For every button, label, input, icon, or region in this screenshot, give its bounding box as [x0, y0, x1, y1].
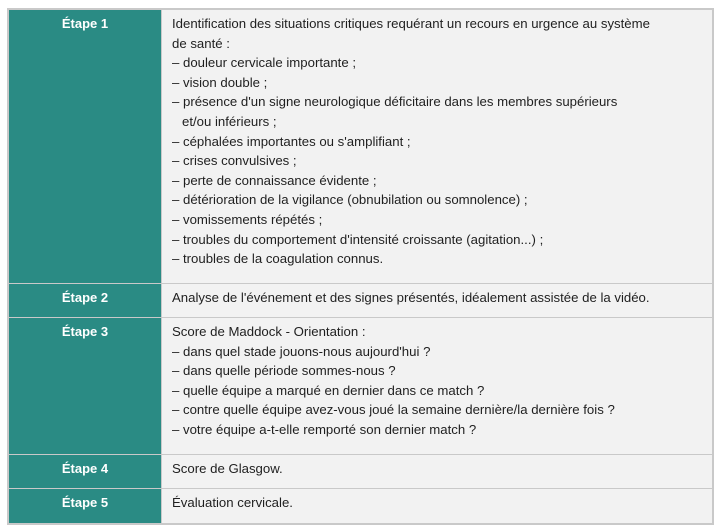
step-label: Étape 2 [9, 284, 162, 318]
list-item: – vomissements répétés ; [172, 211, 323, 227]
step-label: Étape 5 [9, 489, 162, 524]
step-label: Étape 1 [9, 10, 162, 284]
text-line: Identification des situations critiques requérant un recours en urgence au système [172, 16, 650, 31]
list-item: – céphalées importantes ou s'amplifiant ; [172, 133, 411, 149]
table-row [9, 318, 713, 455]
step-label: Étape 3 [9, 318, 162, 455]
step-description [162, 10, 713, 284]
table-row [9, 489, 713, 524]
text-line: Analyse de l'événement et des signes présentés, idéalement assistée de la vidéo. [172, 290, 650, 305]
list-item: – contre quelle équipe avez-vous joué la semaine dernière/la dernière fois ? [172, 402, 615, 418]
step-description [162, 455, 713, 489]
list-item: – quelle équipe a marqué en dernier dans ce match ? [172, 382, 485, 398]
list-item: – dans quelle période sommes-nous ? [172, 363, 396, 379]
text-line: Score de Maddock - Orientation : [172, 324, 366, 339]
list-item: – présence d'un signe neurologique déficitaire dans les membres supérieurs [172, 94, 618, 110]
step-description [162, 489, 713, 524]
table-row [9, 284, 713, 318]
list-item: – crises convulsives ; [172, 153, 297, 169]
list-item: – vision double ; [172, 74, 268, 90]
list-item: – détérioration de la vigilance (obnubilation ou somnolence) ; [172, 192, 528, 208]
table-row [9, 10, 713, 284]
list-item-continuation: et/ou inférieurs ; [182, 113, 277, 129]
list-item: – dans quel stade jouons-nous aujourd'hui ? [172, 343, 431, 359]
list-item: – perte de connaissance évidente ; [172, 172, 377, 188]
step-description [162, 284, 713, 318]
list-item: – troubles de la coagulation connus. [172, 251, 384, 267]
steps-table [7, 8, 714, 525]
list-item: – troubles du comportement d'intensité croissante (agitation...) ; [172, 231, 544, 247]
text-line: Évaluation cervicale. [172, 495, 293, 510]
text-line: Score de Glasgow. [172, 461, 283, 476]
table-row [9, 455, 713, 489]
list-item: – votre équipe a-t-elle remporté son dernier match ? [172, 421, 477, 437]
step-label: Étape 4 [9, 455, 162, 489]
step-description [162, 318, 713, 455]
text-line: de santé : [172, 35, 230, 51]
list-item: – douleur cervicale importante ; [172, 55, 356, 71]
